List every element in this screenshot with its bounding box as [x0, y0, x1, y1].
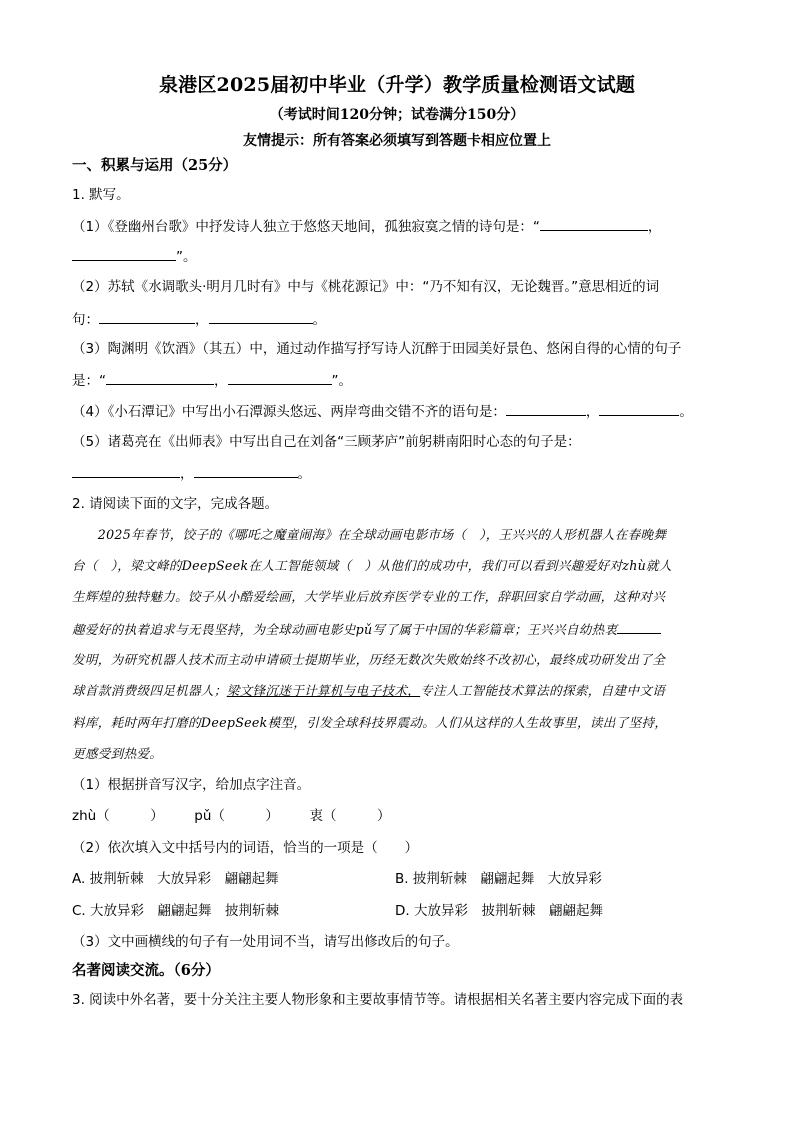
passage-line: 球首款消费级四足机器人；梁文锋沉迷于计算机与电子技术，专注人工智能技术算法的探索，自建中文语 [72, 683, 666, 698]
option-d[interactable]: D. 大放异彩 披荆斩棘 翩翩起舞 [395, 903, 603, 919]
q1-item-2: （2）苏轼《水调歌头·明月几时有》中与《桃花源记》中：“乃不知有汉，无论魏晋。”意思相近的词 [72, 279, 660, 295]
answer-blank[interactable] [194, 464, 298, 478]
answer-blank[interactable] [106, 371, 214, 385]
pinyin-item[interactable]: zhù（ ） [72, 808, 164, 824]
q1-item-4: （4）《小石潭记》中写出小石潭源头悠远、两岸弯曲交错不齐的语句是： ， 。 [72, 404, 693, 420]
option-b[interactable]: B. 披荆斩棘 翩翩起舞 大放异彩 [395, 871, 602, 887]
answer-blank[interactable] [506, 402, 586, 416]
q2-sub-3: （3）文中画横线的句子有一处用词不当，请写出修改后的句子。 [72, 934, 459, 950]
pinyin-row [72, 807, 391, 825]
pinyin-item[interactable]: pǔ（ ） [194, 808, 279, 824]
passage-line: 台（ ），梁文峰的DeepSeek在人工智能领域（ ）从他们的成功中，我们可以看到兴趣爱好对zhù就人 [72, 558, 672, 573]
section-1-heading: 一、积累与运用（25分） [72, 157, 238, 174]
underlined-sentence: 梁文锋沉迷于计算机与电子技术， [226, 683, 421, 698]
passage-line: 发明，为研究机器人技术而主动申请硕士提期毕业，历经无数次失败始终不改初心，最终成功研发出了全 [72, 652, 666, 667]
answer-blank[interactable] [72, 464, 180, 478]
q1-item-3-cont: 是：“ ， ”。 [72, 373, 352, 389]
option-c[interactable]: C. 大放异彩 翩翩起舞 披荆斩棘 [72, 903, 280, 919]
reminder: 友情提示：所有答案必须填写到答题卡相应位置上 [243, 133, 551, 149]
option-a[interactable]: A. 披荆斩棘 大放异彩 翩翩起舞 [72, 871, 279, 887]
page-title: 泉港区2025届初中毕业（升学）教学质量检测语文试题 [158, 74, 636, 96]
answer-blank[interactable] [72, 247, 176, 261]
passage-line: 料库，耗时两年打磨的DeepSeek模型，引发全球科技界震动。人们从这样的人生故事里，读出了坚持， [72, 715, 668, 730]
passage-line: 2025年春节，饺子的《哪吒之魔童闹海》在全球动画电影市场（ ），王兴兴的人形机器人在春晚舞 [72, 527, 667, 542]
q1-item-1: （1）《登幽州台歌》中抒发诗人独立于悠悠天地间，孤独寂寞之情的诗句是：“ ， [72, 219, 662, 235]
q1-item-2-cont: 句： ， 。 [72, 312, 326, 328]
q1-stem: 1. 默写。 [72, 187, 130, 203]
answer-blank[interactable] [599, 402, 679, 416]
q1-item-5-cont: ， 。 [72, 464, 311, 483]
passage-line: 趣爱好的执着追求与无畏坚持，为全球动画电影史pǔ写了属于中国的华彩篇章；王兴兴自幼热衷 [72, 620, 661, 639]
q2-stem: 2. 请阅读下面的文字，完成各题。 [72, 496, 279, 512]
pinyin-item[interactable]: 衷（ ） [309, 808, 391, 824]
passage-line: 更感受到热爱。 [72, 746, 163, 761]
exam-info: （考试时间120分钟；试卷满分150分） [269, 107, 525, 123]
q1-item-3: （3）陶渊明《饮酒》（其五）中，通过动作描写抒写诗人沉醉于田园美好景色、悠闲自得的心情的句子 [72, 341, 682, 357]
q2-sub-2: （2）依次填入文中括号内的词语，恰当的一项是（ ） [72, 840, 419, 856]
section-2-heading: 名著阅读交流。（6分） [72, 962, 220, 979]
answer-blank[interactable] [99, 310, 195, 324]
answer-blank[interactable] [617, 620, 661, 634]
q2-sub-1: （1）根据拼音写汉字，给加点字注音。 [72, 777, 311, 793]
q1-item-5: （5）诸葛亮在《出师表》中写出自己在刘备“三顾茅庐”前躬耕南阳时心态的句子是： [72, 434, 581, 450]
answer-blank[interactable] [540, 217, 648, 231]
passage-line: 生辉煌的独特魅力。饺子从小酷爱绘画，大学毕业后放弃医学专业的工作，辞职回家自学动画，这种对兴 [72, 589, 666, 604]
answer-blank[interactable] [209, 310, 313, 324]
q3-stem: 3. 阅读中外名著，要十分关注主要人物形象和主要故事情节等。请根据相关名著主要内容完成下面的表 [72, 992, 684, 1008]
q1-item-1-cont: ”。 [72, 247, 197, 266]
answer-blank[interactable] [228, 371, 332, 385]
